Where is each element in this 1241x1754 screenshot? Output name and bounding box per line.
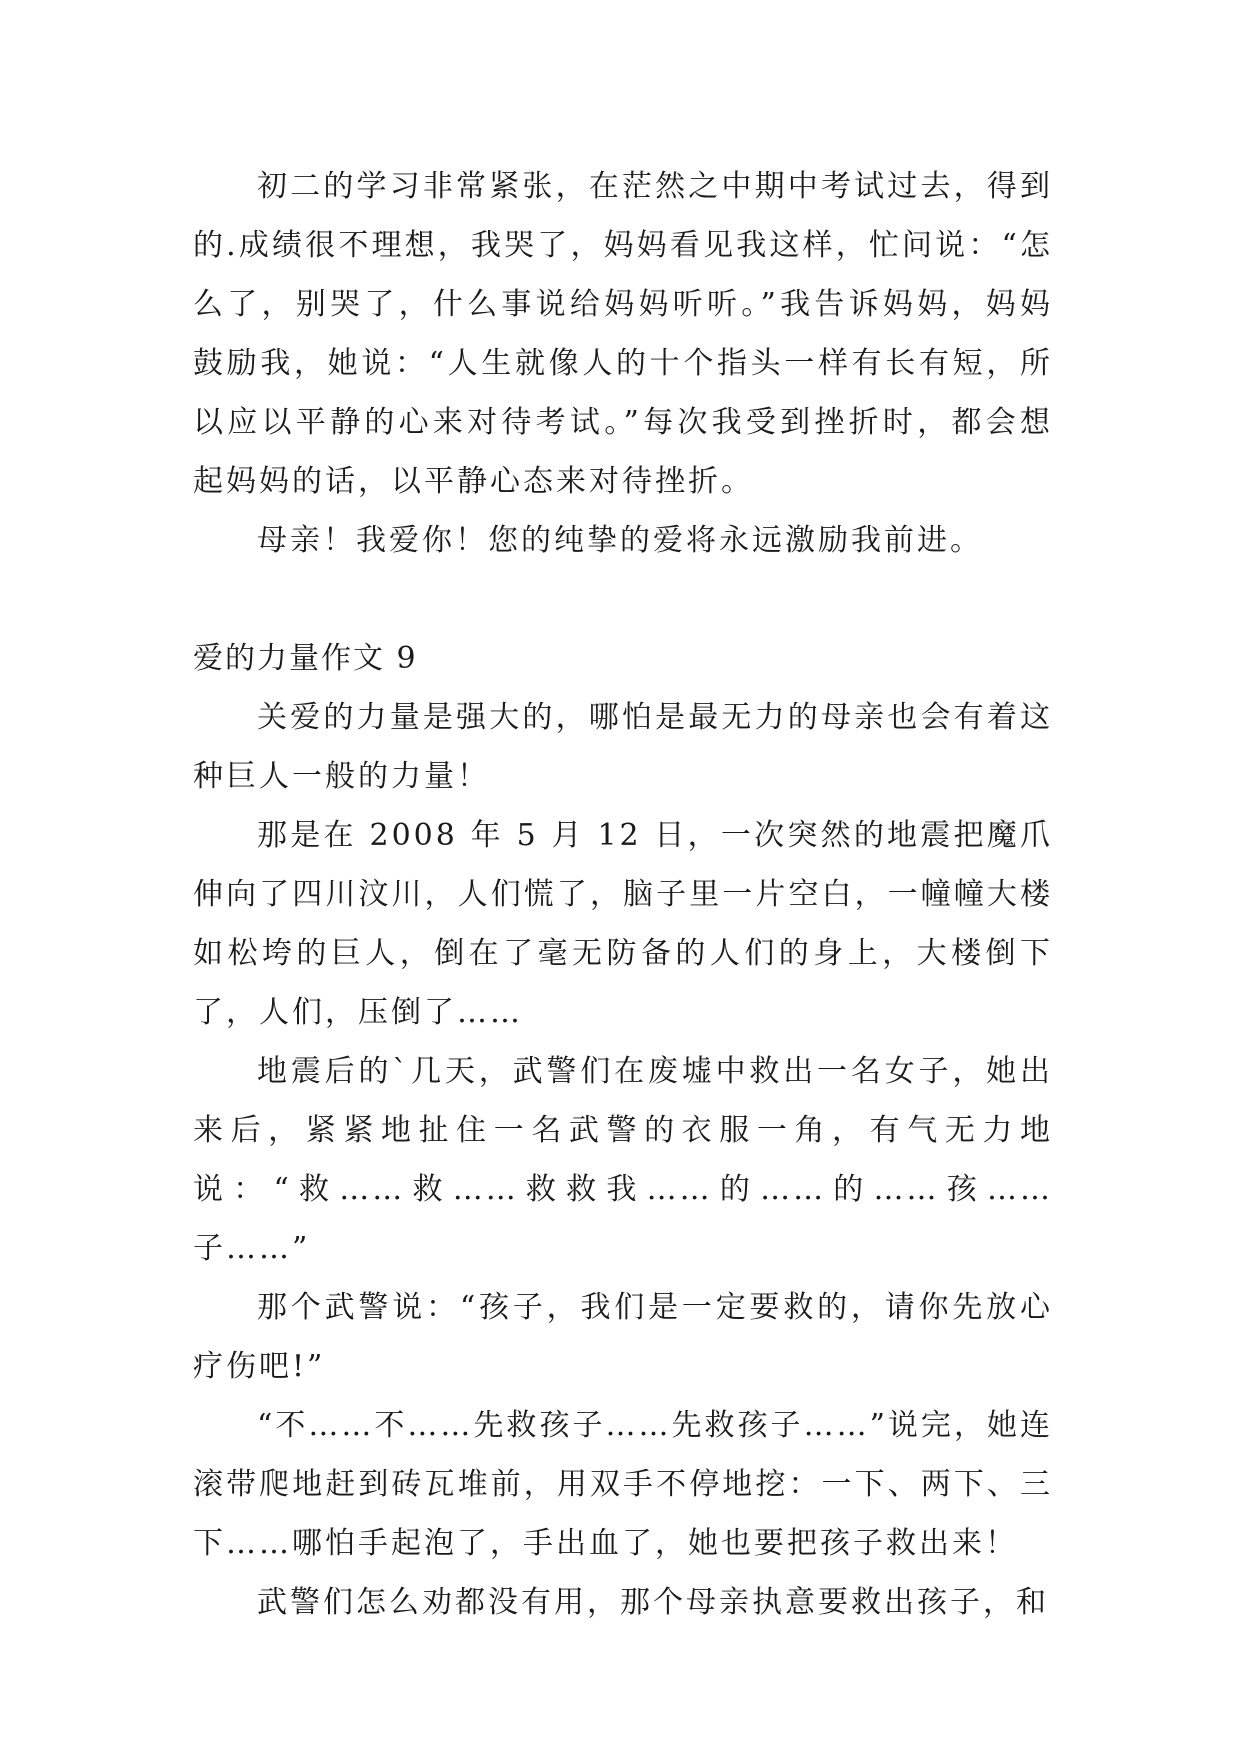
paragraph: 那个武警说：“孩子，我们是一定要救的，请你先放心疗伤吧!” <box>193 1290 1053 1384</box>
paragraph: 初二的学习非常紧张，在茫然之中期中考试过去，得到的.成绩很不理想，我哭了，妈妈看见我这样，忙问说：“怎么了，别哭了，什么事说给妈妈听听。”我告诉妈妈，妈妈鼓励我，她说：“人生就像人的十个指头一样有长有短，所以应以平静的心来对待考试。”每次我受到挫折时，都会想起妈妈的话，以平静心态来对待挫折。 <box>193 169 1053 499</box>
paragraph: 武警们怎么劝都没有用，那个母亲执意要救出孩子，和 <box>257 1585 1049 1620</box>
section-spacer <box>193 570 1053 629</box>
document-body <box>193 157 1053 1632</box>
paragraph: 母亲！我爱你！您的纯挚的爱将永远激励我前进。 <box>257 523 983 558</box>
section-title: 爱的力量作文 9 <box>193 641 418 676</box>
paragraph: “不……不……先救孩子……先救孩子……”说完，她连滚带爬地赶到砖瓦堆前，用双手不停地挖：一下、两下、三下……哪怕手起泡了，手出血了，她也要把孩子救出来！ <box>193 1408 1053 1561</box>
paragraph: 地震后的`几天，武警们在废墟中救出一名女子，她出来后，紧紧地扯住一名武警的衣服一角，有气无力地说：“救……救……救救我……的……的……孩……子……” <box>193 1054 1053 1266</box>
paragraph: 关爱的力量是强大的，哪怕是最无力的母亲也会有着这种巨人一般的力量！ <box>193 700 1053 794</box>
paragraph: 那是在 2008 年 5 月 12 日，一次突然的地震把魔爪伸向了四川汶川，人们慌了，脑子里一片空白，一幢幢大楼如松垮的巨人，倒在了毫无防备的人们的身上，大楼倒下了，人们，压倒了…… <box>193 818 1053 1030</box>
